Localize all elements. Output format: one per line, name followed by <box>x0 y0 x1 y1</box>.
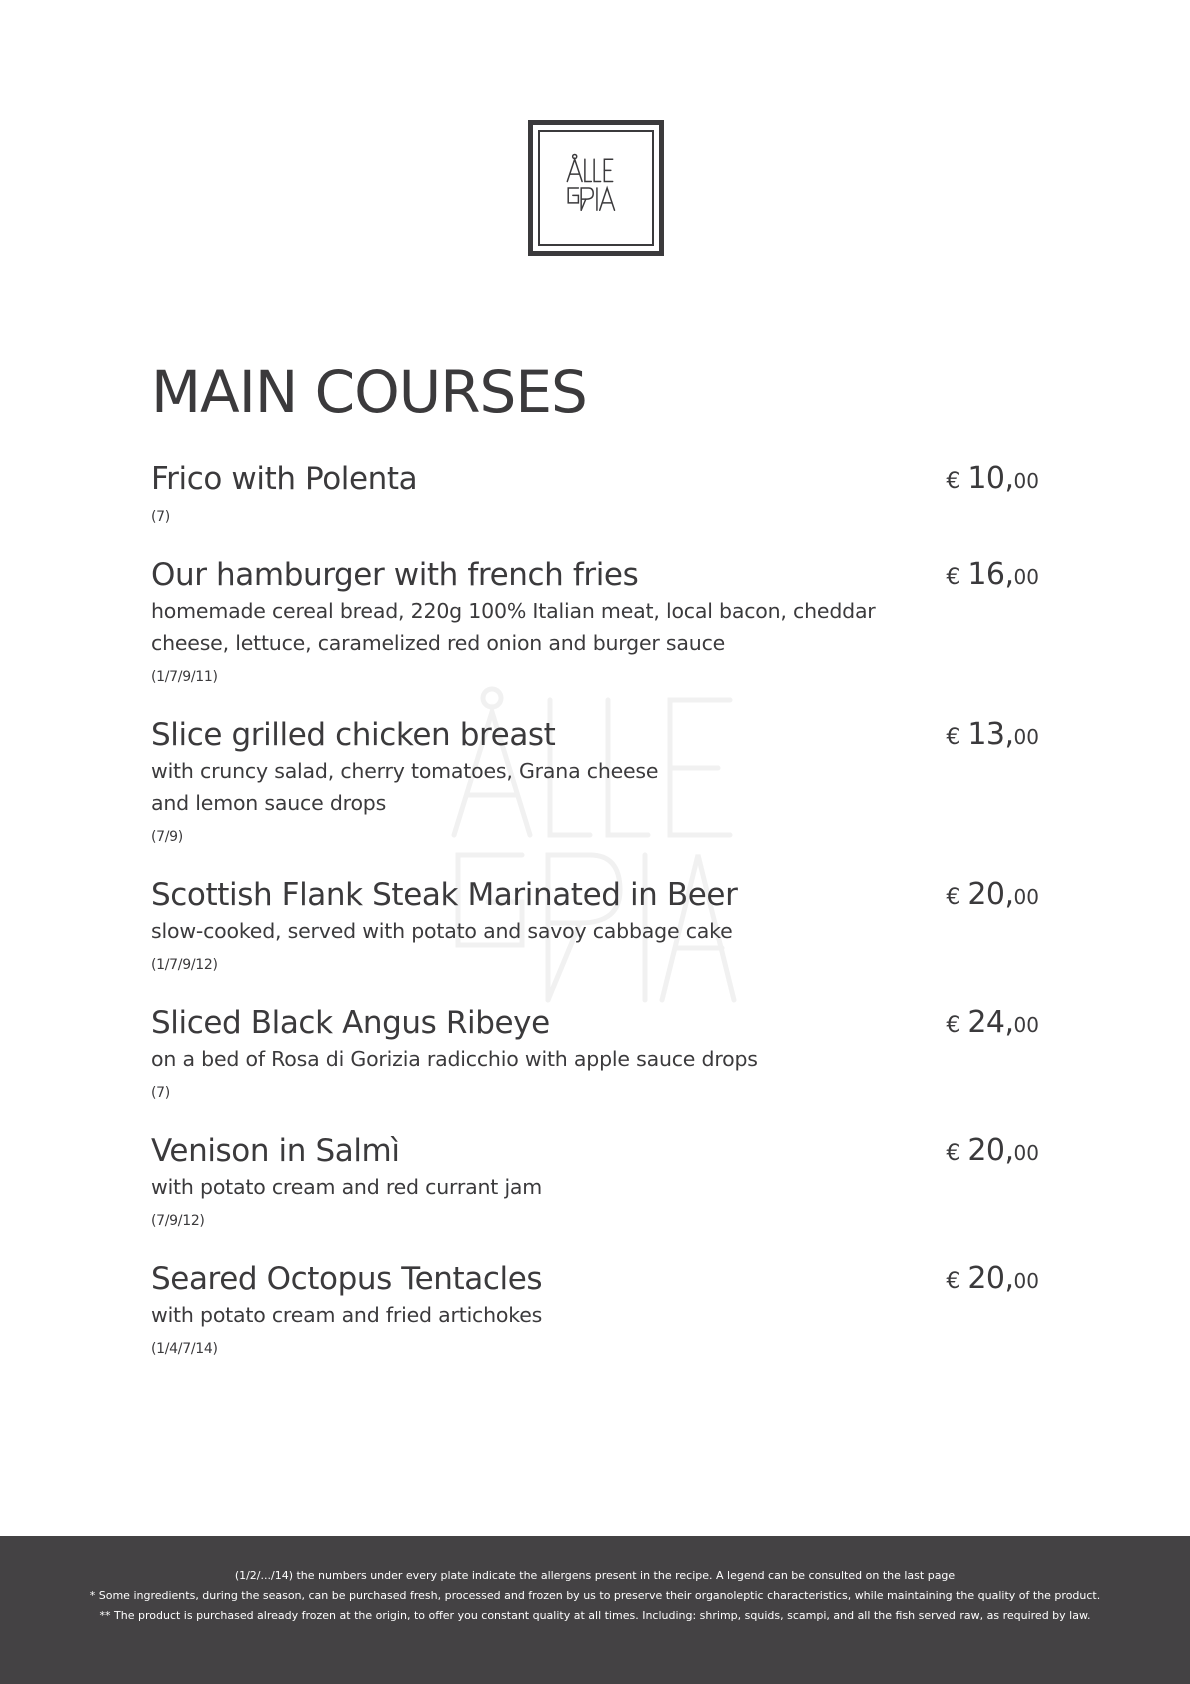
dish-price <box>946 1003 1039 1043</box>
dish-price <box>946 555 1039 595</box>
dish-allergens: (7/9) <box>151 829 183 845</box>
price-currency: € <box>946 1269 961 1294</box>
dish-description: on a bed of Rosa di Gorizia radicchio with apple sauce drops <box>151 1047 758 1071</box>
price-decimals: 00 <box>1013 1269 1039 1293</box>
price-integer: 20, <box>967 1261 1014 1296</box>
price-integer: 20, <box>967 1133 1014 1168</box>
price-currency: € <box>946 1141 961 1166</box>
price-integer: 13, <box>967 717 1014 752</box>
menu-item <box>151 715 1039 847</box>
dish-name: Our hamburger with french fries <box>151 557 639 593</box>
price-integer: 16, <box>967 557 1014 592</box>
menu-item <box>151 1131 1039 1231</box>
price-decimals: 00 <box>1013 725 1039 749</box>
price-currency: € <box>946 469 961 494</box>
dish-name: Seared Octopus Tentacles <box>151 1261 543 1297</box>
dish-description: cheese, lettuce, caramelized red onion and burger sauce <box>151 631 726 655</box>
menu-item <box>151 459 1039 527</box>
price-decimals: 00 <box>1013 885 1039 909</box>
menu-item <box>151 875 1039 975</box>
price-decimals: 00 <box>1013 1141 1039 1165</box>
restaurant-logo <box>528 120 664 256</box>
price-currency: € <box>946 725 961 750</box>
menu-item <box>151 555 1039 687</box>
price-integer: 20, <box>967 877 1014 912</box>
dish-price <box>946 459 1039 499</box>
dish-description: and lemon sauce drops <box>151 791 387 815</box>
price-integer: 24, <box>967 1005 1014 1040</box>
footer-notes <box>0 1536 1190 1684</box>
menu-list <box>151 459 1039 1387</box>
dish-price <box>946 875 1039 915</box>
menu-item <box>151 1003 1039 1103</box>
price-decimals: 00 <box>1013 469 1039 493</box>
page-title: MAIN COURSES <box>151 358 587 426</box>
footer-note: ** The product is purchased already frozen at the origin, to offer you constant quality at all times. Including: shrimp, squids, scampi, and all the fish served raw, as required by law. <box>99 1609 1091 1622</box>
dish-allergens: (7) <box>151 509 170 525</box>
dish-name: Scottish Flank Steak Marinated in Beer <box>151 877 738 913</box>
dish-name: Venison in Salmì <box>151 1133 400 1169</box>
dish-description: with cruncy salad, cherry tomatoes, Grana cheese <box>151 759 659 783</box>
menu-item <box>151 1259 1039 1359</box>
dish-price <box>946 1259 1039 1299</box>
dish-name: Sliced Black Angus Ribeye <box>151 1005 550 1041</box>
price-decimals: 00 <box>1013 565 1039 589</box>
footer-note: * Some ingredients, during the season, can be purchased fresh, processed and frozen by us to preserve their organoleptic characteristics, while maintaining the quality of the product. <box>89 1589 1101 1602</box>
dish-description: with potato cream and fried artichokes <box>151 1303 543 1327</box>
logo-lettering <box>533 125 659 251</box>
price-integer: 10, <box>967 461 1014 496</box>
price-currency: € <box>946 885 961 910</box>
dish-description: homemade cereal bread, 220g 100% Italian meat, local bacon, cheddar <box>151 599 876 623</box>
footer-note: (1/2/.../14) the numbers under every plate indicate the allergens present in the recipe. A legend can be consulted on the last page <box>234 1569 956 1582</box>
dish-price <box>946 715 1039 755</box>
dish-price <box>946 1131 1039 1171</box>
price-decimals: 00 <box>1013 1013 1039 1037</box>
dish-name: Slice grilled chicken breast <box>151 717 556 753</box>
dish-name: Frico with Polenta <box>151 461 418 497</box>
dish-description: with potato cream and red currant jam <box>151 1175 543 1199</box>
dish-allergens: (1/7/9/11) <box>151 669 218 685</box>
dish-allergens: (7) <box>151 1085 170 1101</box>
dish-allergens: (1/7/9/12) <box>151 957 218 973</box>
price-currency: € <box>946 565 961 590</box>
dish-allergens: (7/9/12) <box>151 1213 205 1229</box>
dish-allergens: (1/4/7/14) <box>151 1341 218 1357</box>
price-currency: € <box>946 1013 961 1038</box>
dish-description: slow-cooked, served with potato and savoy cabbage cake <box>151 919 733 943</box>
